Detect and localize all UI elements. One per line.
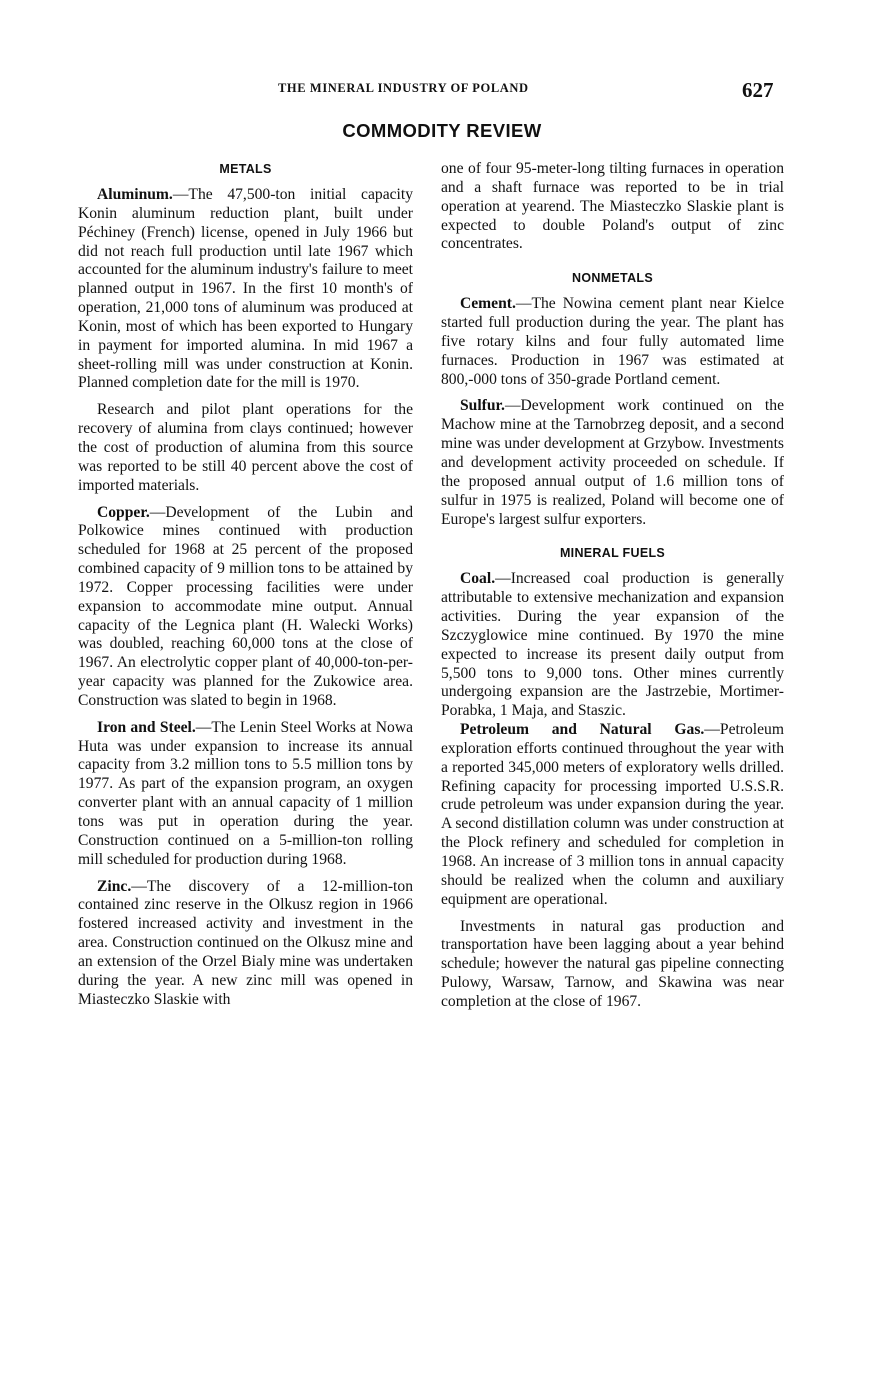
- cement-lead: Cement.: [460, 295, 516, 313]
- copper-lead: Copper.: [97, 503, 150, 521]
- sulfur-lead: Sulfur.: [460, 397, 505, 415]
- zinc-text: —The discovery of a 12-million-ton contained zinc reserve in the Olkusz region in 1966 fostered increased activity and investment in the area. Construction continued on the Olkusz mine and an extension of the Orzel Bialy mine was undertaken during the year. A new zinc mill was opened in Miasteczko Slaskie with: [78, 877, 413, 1008]
- running-title: THE MINERAL INDUSTRY OF POLAND: [278, 81, 529, 95]
- iron-steel-text: —The Lenin Steel Works at Nowa Huta was under expansion to increase its annual capacity from 3.2 million tons to 5.5 million tons by 1977. As part of the expansion program, an oxygen converter plant with an annual capacity of 1 million tons was put in operation during the year. Construction continued on a 5-million-ton rolling mill scheduled for production during 1968.: [78, 718, 413, 868]
- page-number: 627: [742, 78, 774, 102]
- zinc-lead: Zinc.: [97, 877, 132, 895]
- aluminum-paragraph: [78, 186, 413, 393]
- aluminum-text: —The 47,500-ton initial capacity Konin aluminum reduction plant, built under Péchiney (French) license, opened in July 1966 but did not reach full production until late 1967 which accounted for the aluminum industry's failure to meet planned output in 1967. In the first 10 month's of operation, 21,000 tons of aluminum was produced at Konin, most of which has been exported to Hungary in payment for imported alumina. In mid 1967 a sheet-rolling mill was under construction at Konin. Planned completion date for the mill is 1970.: [78, 186, 413, 392]
- coal-paragraph: [441, 570, 784, 721]
- petroleum-paragraph: [441, 721, 784, 909]
- zinc-continued-paragraph: one of four 95-meter-long tilting furnaces in operation and a shaft furnace was reported to be in trial operation at yearend. The Miasteczko Slaskie plant is expected to double Poland's output of zinc concentrates.: [441, 160, 784, 253]
- section-title: COMMODITY REVIEW: [342, 120, 542, 141]
- right-column: [441, 160, 784, 1012]
- cement-paragraph: [441, 295, 784, 389]
- coal-text: —Increased coal production is generally attributable to extensive mechanization and expansion activities. During the year expansion of the Szczyglowice mine continued. By 1970 the mine expected to increase its present daily output from 5,500 tons to 9,000 tons. Other mines currently undergoing expansion are the Jastrzebie, Mortimer-Porabka, 1 Maja, and Staszic.: [441, 570, 784, 720]
- metals-heading: METALS: [219, 162, 272, 176]
- cement-text: —The Nowina cement plant near Kielce started full production during the year. The plant has five rotary kilns and four fully automated lime furnaces. Production in 1967 was estimated at 800,-000 tons of 350-grade Portland cement.: [441, 295, 784, 388]
- aluminum-lead: Aluminum.: [97, 186, 173, 203]
- petroleum-lead: Petroleum and Natural Gas.: [460, 721, 705, 739]
- alumina-research-paragraph: Research and pilot plant operations for the recovery of alumina from clays continued; however the cost of production of alumina from this source was reported to be still 40 percent above the cost of imported materials.: [78, 401, 413, 494]
- zinc-paragraph: [78, 878, 413, 1010]
- coal-lead: Coal.: [460, 570, 496, 588]
- sulfur-paragraph: [441, 397, 784, 529]
- natural-gas-paragraph: Investments in natural gas production and transportation have been lagging about a year behind schedule; however the natural gas pipeline connecting Pulowy, Warsaw, Tarnow, and Skawina was near completion at the close of 1967.: [441, 917, 784, 1010]
- nonmetals-heading: NONMETALS: [572, 271, 653, 286]
- copper-text: —Development of the Lubin and Polkowice mines continued with production scheduled for 1968 at 25 percent of the proposed combined capacity of 9 million tons to be attained by 1972. Copper processing facilities were under expansion to accommodate mine output. Annual capacity of the Legnica plant (H. Walecki Works) was doubled, reaching 60,000 tons at the close of 1967. An electrolytic copper plant of 40,000-ton-per-year capacity was planned for the Zukowice area. Construction was slated to begin in 1968.: [78, 503, 413, 709]
- sulfur-text: —Development work continued on the Machow mine at the Tarnobrzeg deposit, and a second mine was under development at Grzybow. Investments and development activity proceeded on schedule. If the proposed annual output of 1.6 million tons of sulfur in 1975 is realized, Poland will become one of Europe's largest sulfur exporters.: [441, 397, 784, 528]
- petroleum-text: —Petroleum exploration efforts continued throughout the year with a reported 345,000 meters of exploratory wells drilled. Refining capacity for processing imported U.S.S.R. crude petroleum was under expansion during the year. A second distillation column was under construction at the Plock refinery and scheduled for completion in 1968. An increase of 3 million tons in annual capacity should be realized when the column and auxiliary equipment are operational.: [441, 721, 784, 908]
- mineral-fuels-heading: MINERAL FUELS: [559, 546, 666, 561]
- iron-steel-lead: Iron and Steel.: [97, 718, 196, 736]
- left-column: [78, 160, 413, 1009]
- iron-steel-paragraph: [78, 719, 413, 870]
- copper-paragraph: [78, 504, 413, 711]
- running-header: [0, 78, 884, 104]
